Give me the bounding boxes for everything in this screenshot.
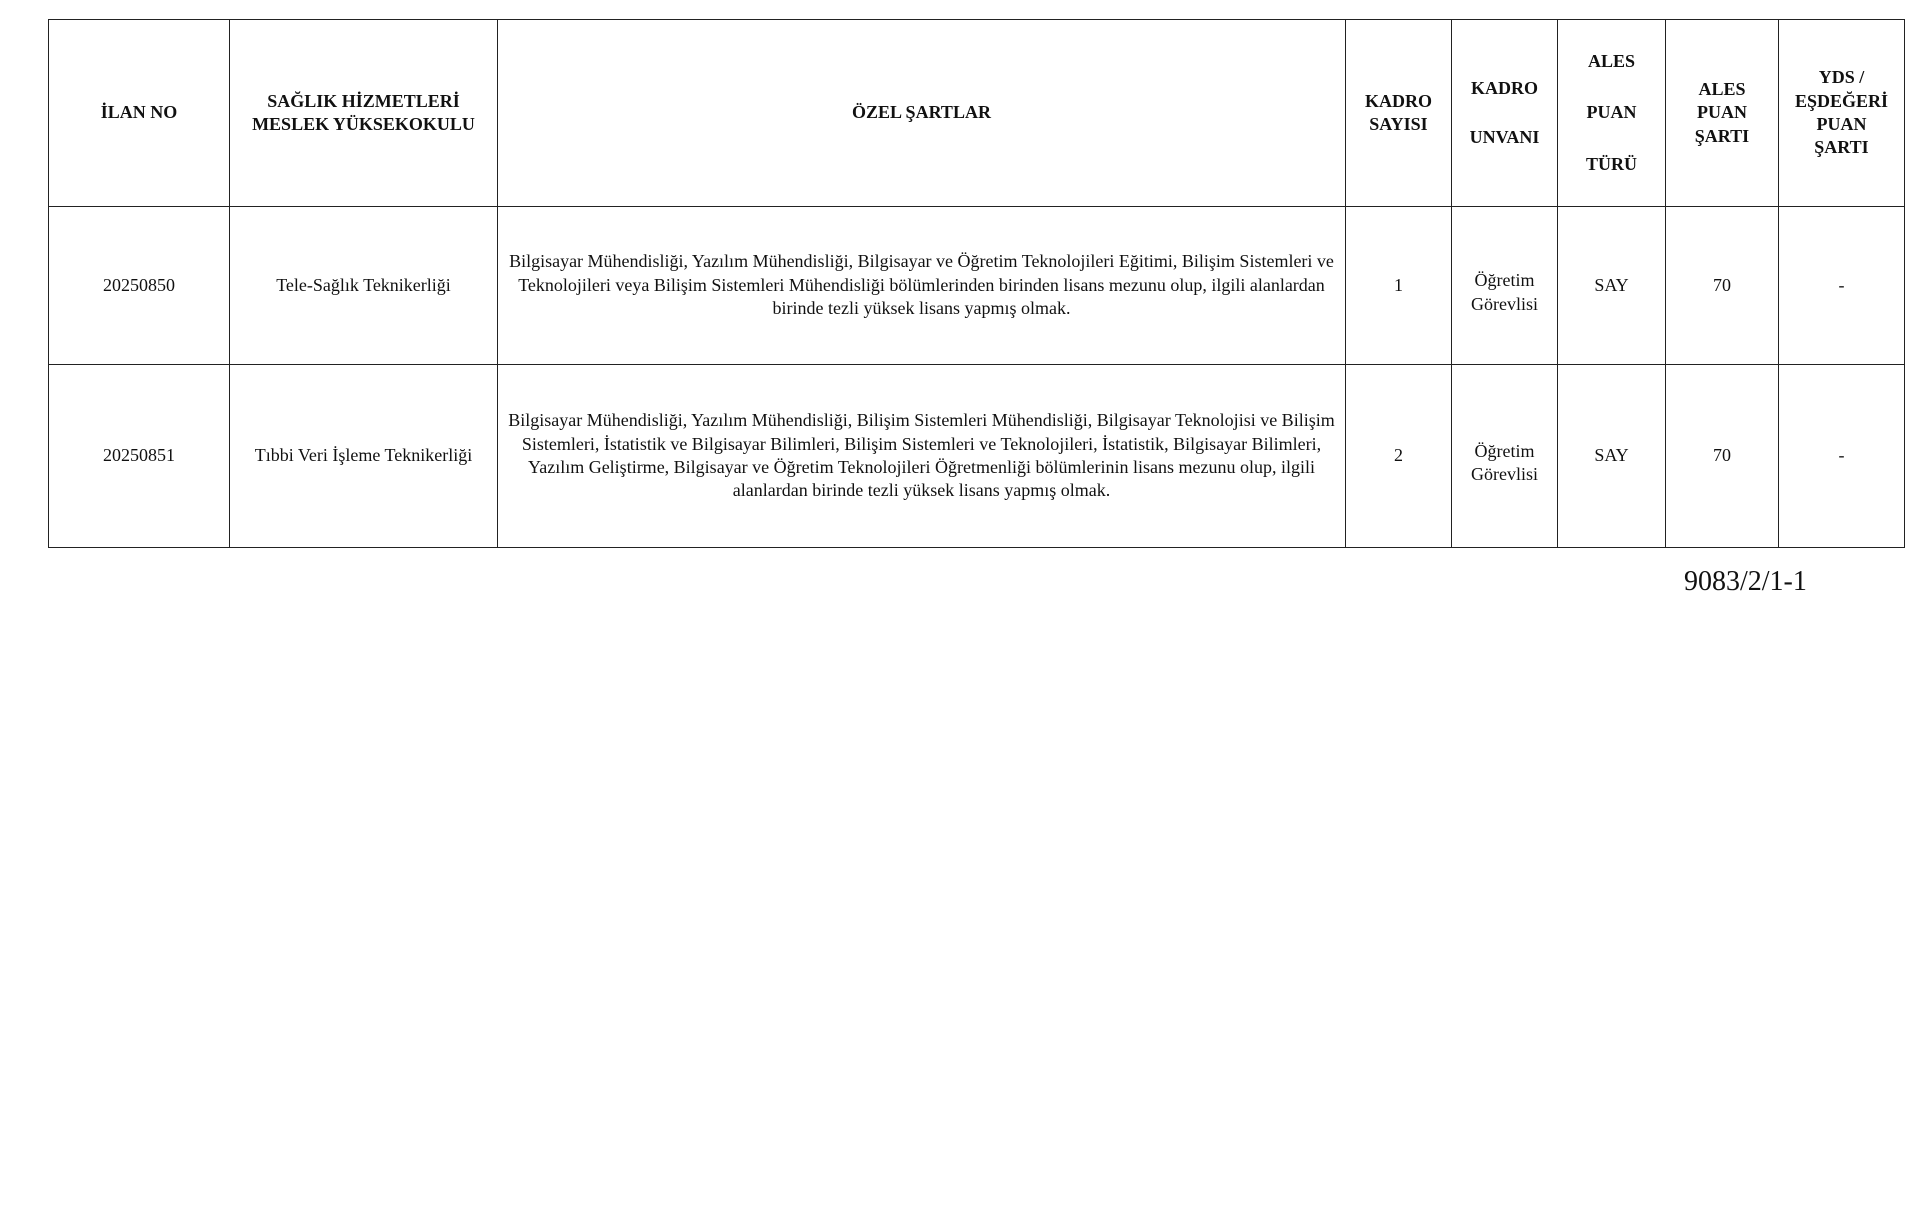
header-ales-puan-turu-line3: TÜRÜ: [1585, 153, 1637, 174]
header-kadro-unvani: [1452, 20, 1558, 207]
header-kadro-unvani-line1: KADRO: [1471, 77, 1538, 98]
cell-kadro-unvani-line2: Görevlisi: [1471, 464, 1538, 484]
header-program-line1: SAĞLIK HİZMETLERİ: [267, 90, 460, 111]
header-ales-puan-sarti-line2: PUAN: [1697, 102, 1747, 123]
table-row: [49, 207, 1905, 365]
header-program-line2: MESLEK YÜKSEKOKULU: [252, 114, 475, 134]
cell-yds: -: [1779, 207, 1905, 365]
header-yds-line3: PUAN: [1816, 114, 1867, 134]
header-program: [230, 20, 498, 207]
cell-ozel-sartlar: Bilgisayar Mühendisliği, Yazılım Mühendisliği, Bilgisayar ve Öğretim Teknolojileri Eğitimi, Bilişim Sistemleri ve Teknolojileri veya Bilişim Sistemleri Mühendisliği bölümlerinden birinden lisans mezunu olup, ilgili alanlardan birinde tezli yüksek lisans yapmış olmak.: [498, 207, 1346, 365]
cell-ales-puan-sarti: 70: [1666, 207, 1779, 365]
cell-kadro-unvani-line1: Öğretim: [1474, 440, 1535, 461]
cell-program: Tele-Sağlık Teknikerliği: [230, 207, 498, 365]
header-yds-line2: EŞDEĞERİ: [1794, 90, 1889, 111]
header-ales-puan-turu-line1: ALES: [1587, 50, 1636, 71]
cell-kadro-unvani: [1452, 207, 1558, 365]
header-kadro-unvani-line2: UNVANI: [1469, 127, 1540, 147]
header-ilan-no: [49, 20, 230, 207]
header-ozel-sartlar-label: ÖZEL ŞARTLAR: [852, 102, 991, 123]
header-kadro-sayisi-line1: KADRO: [1365, 90, 1432, 111]
header-ozel-sartlar: [498, 20, 1346, 207]
header-ales-puan-turu: [1558, 20, 1666, 207]
header-yds-line4: ŞARTI: [1814, 137, 1869, 158]
cell-ozel-sartlar: Bilgisayar Mühendisliği, Yazılım Mühendisliği, Bilişim Sistemleri Mühendisliği, Bilgisayar Teknolojisi ve Bilişim Sistemleri, İstatistik ve Bilgisayar Bilimleri, Bilişim Sistemleri ve Teknolojileri, İstatistik, Bilgisayar Bilimleri, Yazılım Geliştirme, Bilgisayar ve Öğretim Teknolojileri Öğretmenliği bölümlerinin lisans mezunu olup, ilgili alanlardan birinde tezli yüksek lisans yapmış olmak.: [498, 365, 1346, 548]
cell-kadro-unvani: [1452, 365, 1558, 548]
cell-kadro-unvani-line1: Öğretim: [1474, 270, 1535, 291]
table-header-row: [49, 20, 1905, 207]
header-kadro-sayisi-line2: SAYISI: [1369, 114, 1428, 134]
table-row: [49, 365, 1905, 548]
cell-ilan-no: 20250851: [49, 365, 230, 548]
cell-ales-puan-turu: SAY: [1558, 207, 1666, 365]
header-ales-puan-sarti-line3: ŞARTI: [1694, 125, 1750, 146]
cell-kadro-sayisi: 1: [1346, 207, 1452, 365]
header-yds: [1779, 20, 1905, 207]
header-yds-line1: YDS /: [1818, 67, 1865, 88]
cell-ilan-no: 20250850: [49, 207, 230, 365]
cell-ales-puan-turu: SAY: [1558, 365, 1666, 548]
job-listing-table: [48, 19, 1905, 548]
cell-ales-puan-sarti: 70: [1666, 365, 1779, 548]
cell-yds: -: [1779, 365, 1905, 548]
header-ales-puan-turu-line2: PUAN: [1586, 102, 1637, 123]
document-reference-code: 9083/2/1-1: [1684, 566, 1807, 597]
header-kadro-sayisi: [1346, 20, 1452, 207]
header-ales-puan-sarti: [1666, 20, 1779, 207]
header-ilan-no-label: İLAN NO: [100, 102, 178, 123]
cell-kadro-unvani-line2: Görevlisi: [1471, 293, 1538, 314]
header-ales-puan-sarti-line1: ALES: [1698, 78, 1746, 99]
cell-kadro-sayisi: 2: [1346, 365, 1452, 548]
cell-program: Tıbbi Veri İşleme Teknikerliği: [230, 365, 498, 548]
